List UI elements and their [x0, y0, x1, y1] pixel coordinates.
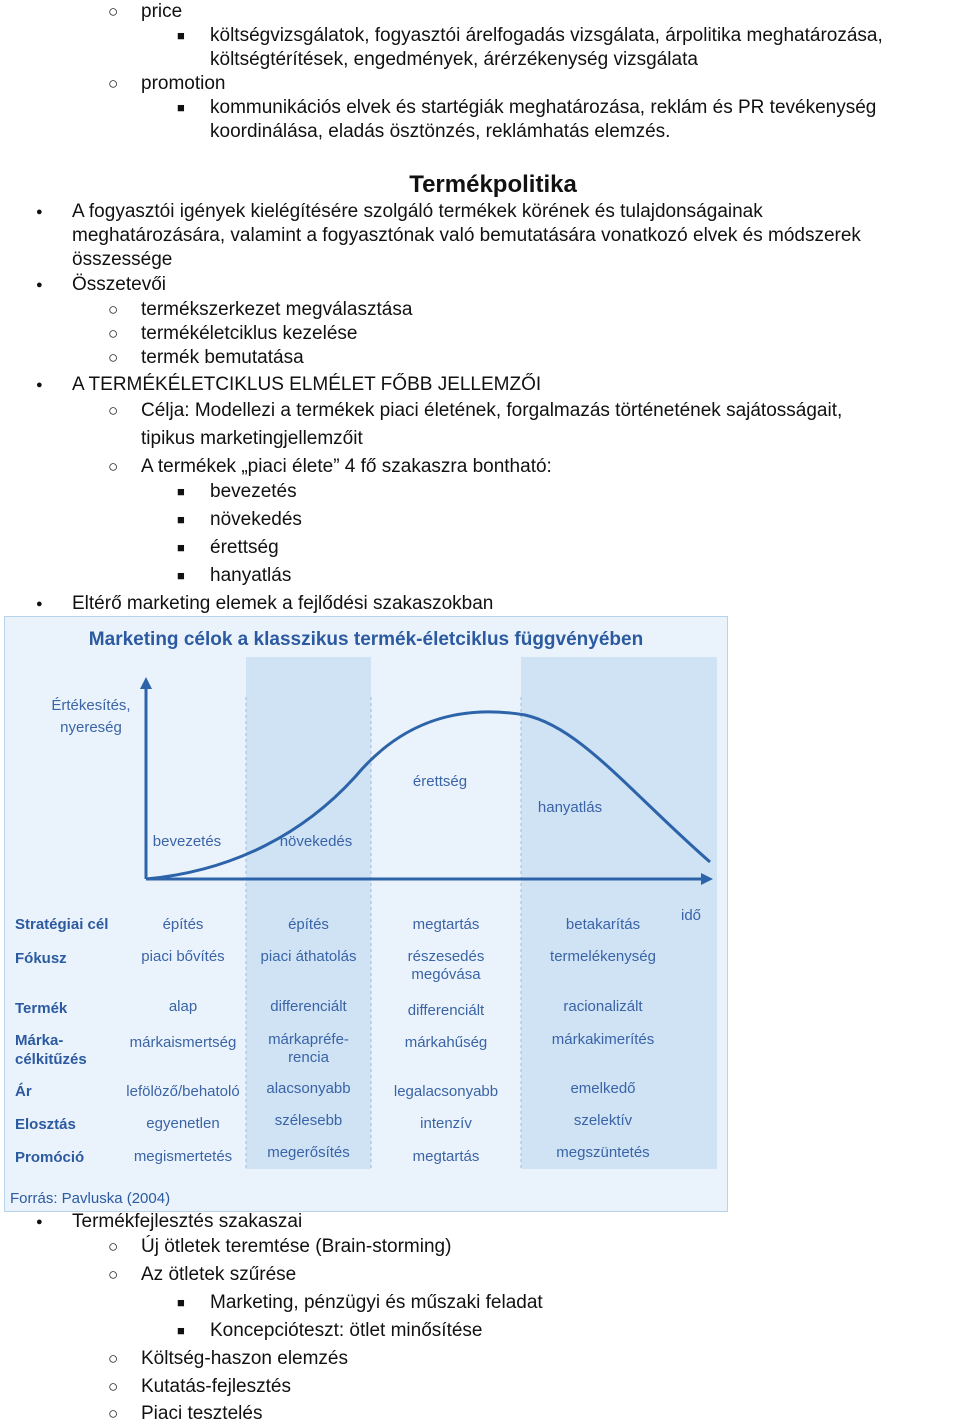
y-axis-label: Értékesítés,: [51, 697, 131, 714]
components-label: Összetevői: [72, 274, 166, 295]
development-substep: Marketing, pénzügyi és műszaki feladat: [210, 1292, 543, 1313]
row-label-brand: Márka-: [15, 1032, 64, 1049]
cell-price: lefölöző/behatoló: [126, 1083, 240, 1100]
row-label-price: Ár: [15, 1083, 32, 1100]
cell-product: differenciált: [270, 998, 347, 1015]
stages-intro: A termékek „piaci élete” 4 fő szakaszra bontható:: [141, 456, 552, 477]
square-bullet-icon: ■: [177, 1295, 185, 1310]
filled-circle-bullet-icon: ●: [36, 1216, 43, 1228]
row-label-distribution: Elosztás: [15, 1116, 76, 1133]
section-title: Termékpolitika: [409, 171, 577, 198]
cell-brand: rencia: [288, 1049, 329, 1066]
row-label-focus: Fókusz: [15, 950, 67, 967]
cell-distribution: szelektív: [573, 1112, 633, 1129]
square-bullet-icon: ■: [177, 28, 185, 43]
definition-line: meghatározására, valamint a fogyasztónak való bemutatására vonatkozó elvek és módszerek: [72, 225, 861, 246]
cell-strategic-goal: megtartás: [412, 916, 480, 933]
row-label-promotion: Promóció: [15, 1149, 85, 1166]
cell-product: alap: [168, 998, 198, 1015]
square-bullet-icon: ■: [177, 512, 185, 527]
hollow-circle-bullet-icon: ○: [108, 1349, 119, 1368]
x-axis-label: idő: [681, 907, 702, 924]
cell-promotion: megerősítés: [267, 1144, 350, 1161]
goal-line: Célja: Modellezi a termékek piaci életének, forgalmazás történetének sajátosságait,: [141, 400, 843, 421]
hollow-circle-bullet-icon: ○: [108, 348, 119, 367]
filled-circle-bullet-icon: ●: [36, 279, 43, 291]
cell-strategic-goal: építés: [162, 916, 204, 933]
development-step: Költség-haszon elemzés: [141, 1348, 348, 1369]
cell-focus: termelékenység: [550, 948, 656, 965]
square-bullet-icon: ■: [177, 540, 185, 555]
component-item: termékéletciklus kezelése: [141, 323, 358, 344]
development-step: Kutatás-fejlesztés: [141, 1376, 291, 1397]
row-label-brand: célkitűzés: [15, 1051, 87, 1068]
figure-title: Marketing célok a klasszikus termék-életciklus függvényében: [88, 629, 644, 650]
row-label-product: Termék: [15, 1000, 68, 1017]
cell-brand: márkahűség: [404, 1034, 488, 1051]
stage-item: növekedés: [210, 509, 302, 530]
phase-label: bevezetés: [152, 833, 222, 850]
cell-distribution: intenzív: [420, 1115, 472, 1132]
hollow-circle-bullet-icon: ○: [108, 1237, 119, 1256]
cell-distribution: egyenetlen: [146, 1115, 220, 1132]
promotion-label: promotion: [141, 73, 226, 94]
square-bullet-icon: ■: [177, 1323, 185, 1338]
cell-distribution: szélesebb: [274, 1112, 343, 1129]
figure-source: Forrás: Pavluska (2004): [10, 1190, 171, 1207]
stage-item: érettség: [210, 537, 279, 558]
lifecycle-heading: A TERMÉKÉLETCIKLUS ELMÉLET FŐBB JELLEMZŐI: [72, 374, 542, 395]
hollow-circle-bullet-icon: ○: [108, 457, 119, 476]
hollow-circle-bullet-icon: ○: [108, 1377, 119, 1396]
hollow-circle-bullet-icon: ○: [108, 324, 119, 343]
marketing-diff-label: Eltérő marketing elemek a fejlődési szakaszokban: [72, 593, 494, 614]
row-label-strategic-goal: Stratégiai cél: [15, 916, 109, 933]
hollow-circle-bullet-icon: ○: [108, 2, 119, 21]
promotion-detail-line: kommunikációs elvek és startégiák meghatározása, reklám és PR tevékenység: [210, 97, 877, 118]
hollow-circle-bullet-icon: ○: [108, 300, 119, 319]
cell-strategic-goal: építés: [288, 916, 329, 933]
cell-price: legalacsonyabb: [393, 1083, 499, 1100]
cell-promotion: megszüntetés: [556, 1144, 650, 1161]
cell-product: differenciált: [407, 1002, 485, 1019]
definition-line: összessége: [72, 249, 173, 270]
cell-brand: márkaismertség: [129, 1034, 237, 1051]
development-step: Piaci tesztelés: [141, 1403, 263, 1424]
hollow-circle-bullet-icon: ○: [108, 1404, 119, 1423]
cell-promotion: megtartás: [412, 1148, 480, 1165]
cell-strategic-goal: betakarítás: [565, 916, 641, 933]
cell-brand: márkakimerítés: [551, 1031, 655, 1048]
stage-item: hanyatlás: [210, 565, 292, 586]
phase-label: érettség: [412, 773, 468, 790]
component-item: termék bemutatása: [141, 347, 304, 368]
cell-focus: piaci bővítés: [141, 948, 225, 965]
price-detail-line: költségvizsgálatok, fogyasztói árelfogadás vizsgálata, árpolitika meghatározása,: [210, 25, 883, 46]
y-axis-arrow-icon: [140, 677, 152, 689]
phase-label: hanyatlás: [537, 799, 603, 816]
cell-focus: megóvása: [411, 966, 481, 983]
square-bullet-icon: ■: [177, 100, 185, 115]
development-heading: Termékfejlesztés szakaszai: [72, 1211, 303, 1232]
development-substep: Koncepcióteszt: ötlet minősítése: [210, 1320, 483, 1341]
filled-circle-bullet-icon: ●: [36, 598, 43, 610]
y-axis-label: nyereség: [60, 719, 122, 736]
filled-circle-bullet-icon: ●: [36, 206, 43, 218]
lifecycle-figure: [4, 616, 728, 1212]
cell-focus: részesedés: [407, 948, 485, 965]
cell-brand: márkapréfe-: [268, 1031, 349, 1048]
hollow-circle-bullet-icon: ○: [108, 1265, 119, 1284]
hollow-circle-bullet-icon: ○: [108, 74, 119, 93]
square-bullet-icon: ■: [177, 484, 185, 499]
stage-item: bevezetés: [210, 481, 297, 502]
cell-focus: piaci áthatolás: [260, 948, 357, 965]
component-item: termékszerkezet megválasztása: [141, 299, 413, 320]
cell-product: racionalizált: [563, 998, 643, 1015]
filled-circle-bullet-icon: ●: [36, 379, 43, 391]
definition-line: A fogyasztói igények kielégítésére szolgáló termékek körének és tulajdonságainak: [72, 201, 763, 222]
hollow-circle-bullet-icon: ○: [108, 401, 119, 420]
goal-line: tipikus marketingjellemzőit: [141, 428, 363, 449]
price-label: price: [141, 1, 183, 22]
development-step: Új ötletek teremtése (Brain-storming): [141, 1236, 452, 1257]
development-step: Az ötletek szűrése: [141, 1264, 297, 1285]
promotion-detail-line: koordinálása, eladás ösztönzés, reklámhatás elemzés.: [210, 121, 671, 142]
cell-promotion: megismertetés: [133, 1148, 233, 1165]
square-bullet-icon: ■: [177, 568, 185, 583]
cell-price: emelkedő: [570, 1080, 636, 1097]
price-detail-line: költségtérítések, engedmények, árérzékenység vizsgálata: [210, 49, 698, 70]
cell-price: alacsonyabb: [266, 1080, 351, 1097]
phase-label: növekedés: [279, 833, 353, 850]
